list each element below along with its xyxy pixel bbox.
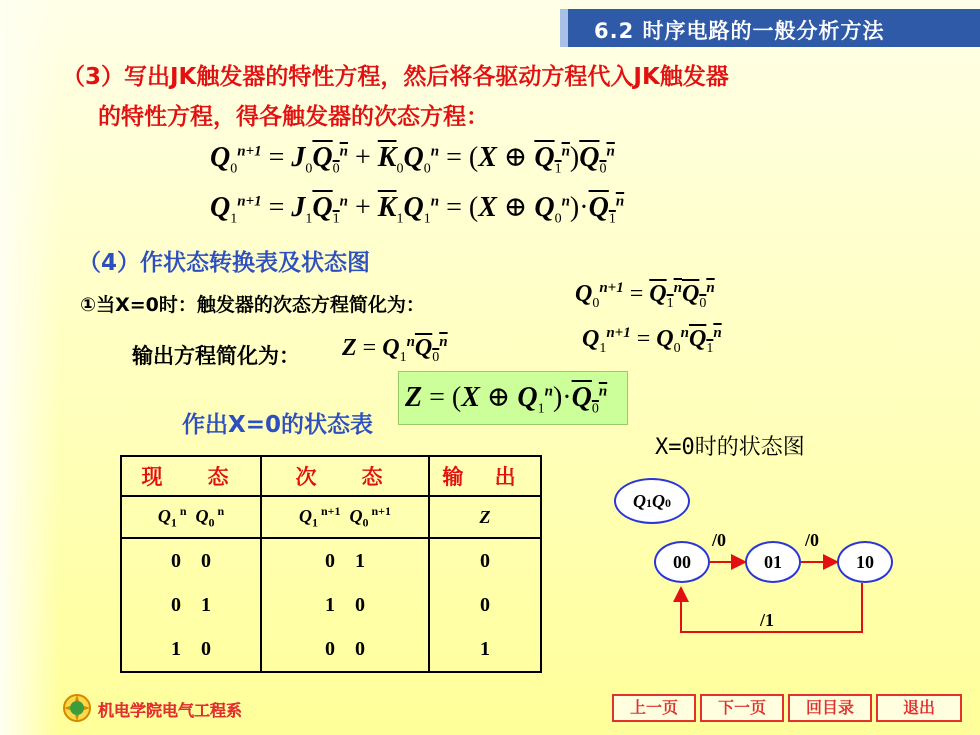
school-name: 机电学院电气工程系 (98, 701, 243, 720)
node-01: 01 (745, 541, 801, 583)
table-intro: 作出X=0的状态表 (182, 412, 374, 438)
section-title: 6.2 时序电路的一般分析方法 (594, 19, 885, 43)
step3-line2: 的特性方程，得各触发器的次态方程： (98, 104, 489, 130)
node-00: 00 (654, 541, 710, 583)
edge-label-01-10: /0 (805, 530, 820, 550)
subhead-next: $Q_1$ $^{n+1}$ $Q_0$ $^{n+1}$ (261, 496, 429, 538)
output-equation: Z = (X ⊕ $Q_1^n)\cdot Q_0^n$ (405, 382, 608, 417)
equation-q0-next: $Q_0^{n+1} = J_0Q_0^n + \overline{K}_0Q_0^n = (X$ ⊕ $Q_1^n)Q_0^n$ (210, 142, 615, 177)
case-x0-intro: ①当X=0时：触发器的次态方程简化为： (80, 294, 425, 316)
simplified-q0: $Q_0^{n+1} = Q_1^nQ_0^n$ (575, 280, 715, 311)
table-of-contents-button[interactable]: 回目录 (788, 694, 872, 722)
step3-line1: （3）写出JK触发器的特性方程，然后将各驱动方程代入JK触发器 (62, 64, 729, 90)
node-10: 10 (837, 541, 893, 583)
edge-label-10-00: /1 (760, 610, 775, 630)
equation-q1-next: $Q_1^{n+1} = J_1Q_1^n + \overline{K}_1Q_1^n = (X$ ⊕ $Q_0^n)\cdot Q_1^n$ (210, 192, 625, 227)
diagram-legend: Q1Q0 (614, 478, 690, 524)
diagram-title: X=0时的状态图 (655, 435, 805, 460)
simplified-q1: $Q_1^{n+1} = Q_0^nQ_1^n$ (582, 325, 722, 356)
prev-page-button[interactable]: 上一页 (612, 694, 696, 722)
subhead-present: $Q_1$ $^n$ $Q_0$ $^n$ (121, 496, 261, 538)
subhead-output: Z (429, 496, 541, 538)
next-page-button[interactable]: 下一页 (700, 694, 784, 722)
school-logo-icon (62, 693, 92, 723)
output-simplified: $Z = Q_1^nQ_0^n$ (342, 334, 448, 365)
exit-button[interactable]: 退出 (876, 694, 962, 722)
next-state-values: 0 1 1 0 0 0 (261, 538, 429, 672)
present-state-values: 0 0 0 1 1 0 (121, 538, 261, 672)
col-output: 输 出 (429, 456, 541, 496)
output-values: 0 0 1 (429, 538, 541, 672)
col-next-state: 次 态 (261, 456, 429, 496)
edge-label-00-01: /0 (712, 530, 727, 550)
col-present-state: 现 态 (121, 456, 261, 496)
step4-title: （4）作状态转换表及状态图 (78, 250, 371, 276)
output-intro: 输出方程简化为： (132, 344, 300, 368)
